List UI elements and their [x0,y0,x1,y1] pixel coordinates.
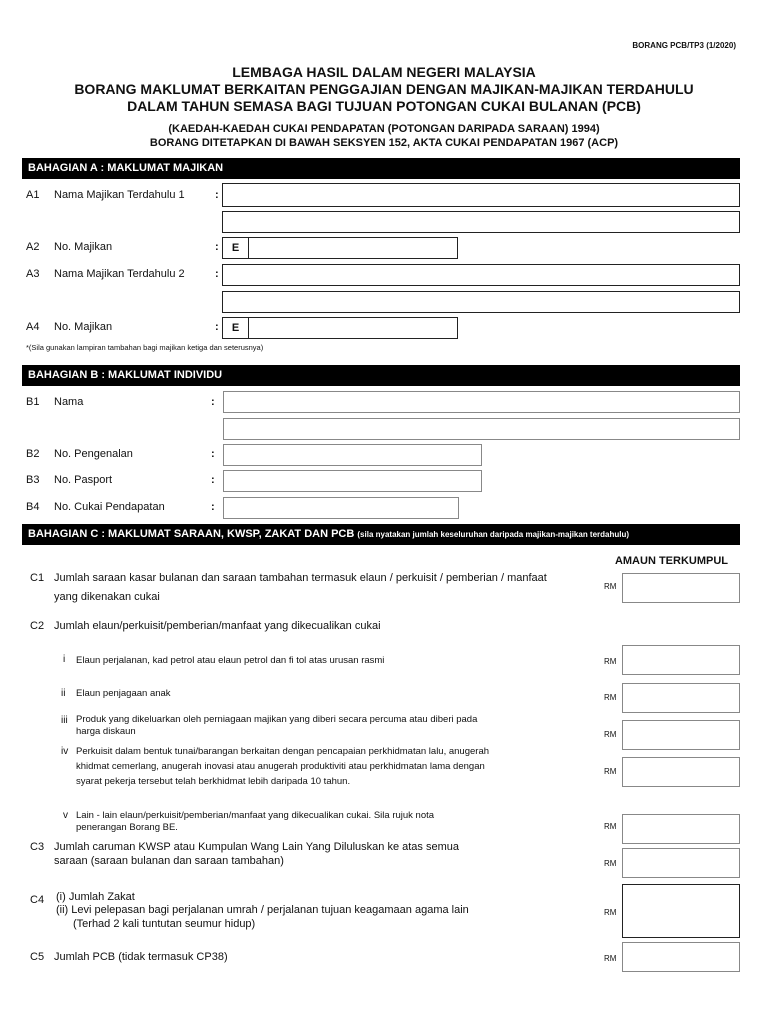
c2-iv-text-line1: Perkuisit dalam bentuk tunai/barangan berkaitan dengan pencapaian perkhidmatan lalu, anugerah [76,746,490,757]
c1-number: C1 [30,572,45,584]
b1-number: B1 [26,396,40,408]
c1-text-line1: Jumlah saraan kasar bulanan dan saraan tambahan termasuk elaun / perkuisit / pemberian / manfaat [54,572,547,584]
form-code: BORANG PCB/TP3 (1/2020) [632,41,736,50]
c2-iv-number: iv [61,746,69,757]
c2-ii-rm-label: RM [604,693,617,702]
c2-iv-amount-field[interactable] [622,757,740,787]
section-a-footnote: *(Sila gunakan lampiran tambahan bagi majikan ketiga dan seterusnya) [26,343,264,352]
a4-employer-number-field[interactable] [222,317,458,339]
c2-i-amount-field[interactable] [622,645,740,675]
c3-text-line1: Jumlah caruman KWSP atau Kumpulan Wang Lain Yang Diluluskan ke atas semua [54,841,459,853]
c3-number: C3 [30,841,45,853]
a1-name-field-line1[interactable] [222,183,740,207]
a4-colon: : [215,321,219,333]
b2-id-number-field[interactable] [223,444,482,466]
c2-v-number: v [63,810,68,821]
a1-number: A1 [26,189,40,201]
section-c-title: BAHAGIAN C : MAKLUMAT SARAAN, KWSP, ZAKAT DAN PCB [28,528,355,540]
c4-rm-label: RM [604,908,617,917]
b3-passport-field[interactable] [223,470,482,492]
c2-iv-rm-label: RM [604,767,617,776]
a4-number: A4 [26,321,40,333]
form-act-line: BORANG DITETAPKAN DI BAWAH SEKSYEN 152, AKTA CUKAI PENDAPATAN 1967 (ACP) [149,137,619,149]
a2-colon: : [215,241,219,253]
b2-colon: : [211,448,215,460]
form-title-line-2: DALAM TAHUN SEMASA BAGI TUJUAN POTONGAN CUKAI BULANAN (PCB) [127,98,641,114]
c5-number: C5 [30,951,45,963]
b3-colon: : [211,474,215,486]
form-rules-line: (KAEDAH-KAEDAH CUKAI PENDAPATAN (POTONGAN DARIPADA SARAAN) 1994) [168,123,600,135]
c5-rm-label: RM [604,954,617,963]
a1-name-field-line2[interactable] [222,211,740,233]
c2-iii-rm-label: RM [604,730,617,739]
c1-rm-label: RM [604,582,617,591]
a3-number: A3 [26,268,40,280]
a3-name-field-line2[interactable] [222,291,740,313]
c3-text-line2: saraan (saraan bulanan dan saraan tambahan) [54,855,284,867]
b3-label: No. Pasport [54,474,113,486]
agency-title: LEMBAGA HASIL DALAM NEGERI MALAYSIA [232,64,536,80]
c2-iii-text-line2: harga diskaun [76,726,136,737]
c2-i-number: i [63,654,66,665]
c2-v-text-line1: Lain - lain elaun/perkuisit/pemberian/manfaat yang dikecualikan cukai. Sila rujuk nota [76,810,435,821]
a3-colon: : [215,268,219,280]
a2-label: No. Majikan [54,241,113,253]
c2-v-amount-field[interactable] [622,814,740,844]
b2-number: B2 [26,448,40,460]
c4-text-line2: (ii) Levi pelepasan bagi perjalanan umrah / perjalanan tujuan keagamaan agama lain [56,904,469,916]
b4-label: No. Cukai Pendapatan [54,501,165,513]
a1-colon: : [215,189,219,201]
c5-text: Jumlah PCB (tidak termasuk CP38) [54,951,228,963]
form-title-line-1: BORANG MAKLUMAT BERKAITAN PENGGAJIAN DENGAN MAJIKAN-MAJIKAN TERDAHULU [74,81,694,97]
c2-number: C2 [30,620,45,632]
a2-employer-number-field[interactable] [222,237,458,259]
c4-amount-field[interactable] [622,884,740,938]
b1-colon: : [211,396,215,408]
c2-i-text: Elaun perjalanan, kad petrol atau elaun petrol dan fi tol atas urusan rasmi [76,655,385,666]
c2-iii-text-line1: Produk yang dikeluarkan oleh perniagaan majikan yang diberi secara percuma atau diberi pada [76,714,478,725]
b2-label: No. Pengenalan [54,448,133,460]
section-c-header [22,524,740,545]
a2-e-prefix: E [223,238,249,258]
a1-label: Nama Majikan Terdahulu 1 [54,189,185,201]
b1-name-field-line2[interactable] [223,418,740,440]
b1-label: Nama [54,396,84,408]
section-c-note: (sila nyatakan jumlah keseluruhan daripada majikan-majikan terdahulu) [357,530,630,539]
b4-colon: : [211,501,215,513]
c4-text-line3: (Terhad 2 kali tuntutan seumur hidup) [73,918,256,930]
c3-rm-label: RM [604,859,617,868]
c2-ii-text: Elaun penjagaan anak [76,688,171,699]
b3-number: B3 [26,474,40,486]
c1-amount-field[interactable] [622,573,740,603]
c2-v-rm-label: RM [604,822,617,831]
c2-iv-text-line3: syarat pekerja tersebut telah berkhidmat lebih daripada 10 tahun. [76,776,351,787]
c2-ii-amount-field[interactable] [622,683,740,713]
a4-e-prefix: E [223,318,249,338]
b4-tax-number-field[interactable] [223,497,459,519]
a4-label: No. Majikan [54,321,113,333]
section-b-title: BAHAGIAN B : MAKLUMAT INDIVIDU [28,369,223,381]
c4-text-line1: (i) Jumlah Zakat [56,891,135,903]
c2-iv-text-line2: khidmat cemerlang, anugerah inovasi atau anugerah produktiviti atau perkhidmatan lama dengan [76,761,485,772]
c5-amount-field[interactable] [622,942,740,972]
c2-text: Jumlah elaun/perkuisit/pemberian/manfaat yang dikecualikan cukai [54,620,381,632]
c2-iii-amount-field[interactable] [622,720,740,750]
c1-text-line2: yang dikenakan cukai [54,591,160,603]
c4-number: C4 [30,894,45,906]
section-b-header [22,365,740,386]
c3-amount-field[interactable] [622,848,740,878]
c2-ii-number: ii [61,688,66,699]
section-a-title: BAHAGIAN A : MAKLUMAT MAJIKAN [28,162,224,174]
c2-i-rm-label: RM [604,657,617,666]
c2-v-text-line2: penerangan Borang BE. [76,822,178,833]
a2-number: A2 [26,241,40,253]
section-a-header [22,158,740,179]
b1-name-field-line1[interactable] [223,391,740,413]
a3-name-field-line1[interactable] [222,264,740,286]
amaun-column-header: AMAUN TERKUMPUL [614,555,728,567]
c2-iii-number: iii [61,715,68,726]
b4-number: B4 [26,501,40,513]
a3-label: Nama Majikan Terdahulu 2 [54,268,185,280]
